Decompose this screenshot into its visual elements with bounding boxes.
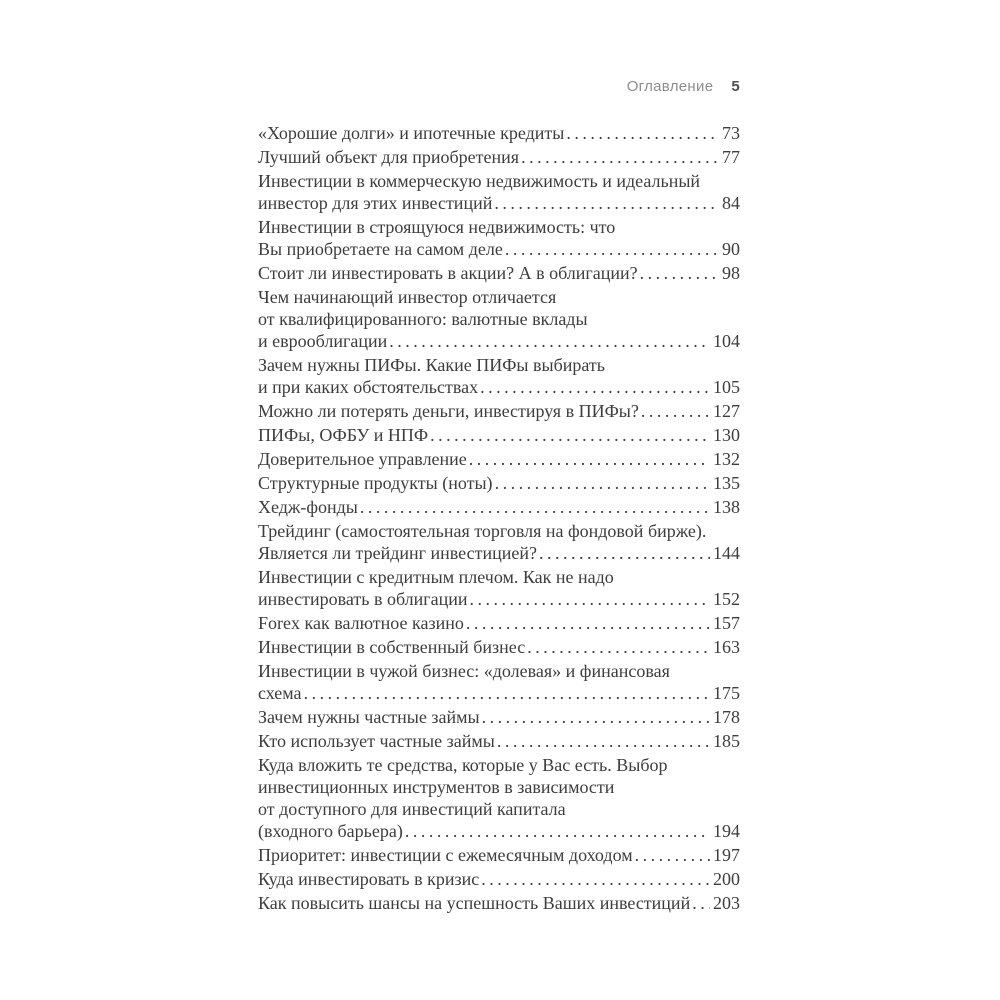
toc-entry-title-text: от доступного для инвестиций капитала	[258, 799, 566, 819]
toc-entry	[258, 612, 740, 634]
toc-entry	[258, 354, 740, 398]
toc-entry-title-text: и еврооблигации	[258, 331, 388, 351]
toc-entry	[258, 660, 740, 704]
toc-page-number: 84	[722, 193, 740, 213]
toc-entry-title-text: Forex как валютное казино	[258, 613, 464, 633]
toc-entry-line	[258, 566, 740, 588]
toc-entry-last-line	[258, 820, 740, 842]
toc-page-number: 104	[713, 331, 740, 351]
toc-entry-title-text: Куда вложить те средства, которые у Вас есть. Выбор	[258, 755, 668, 775]
toc-entry	[258, 424, 740, 446]
toc-entry	[258, 286, 740, 352]
running-header-section-label: Оглавление	[626, 78, 714, 95]
toc-entry-last-line	[258, 262, 740, 284]
toc-entry	[258, 868, 740, 890]
toc-entry-last-line	[258, 192, 740, 214]
toc-entry	[258, 566, 740, 610]
dot-leader	[466, 612, 710, 634]
toc-entry	[258, 262, 740, 284]
dot-leader	[495, 472, 710, 494]
toc-entry	[258, 892, 740, 914]
dot-leader	[635, 844, 710, 866]
toc-entry-line	[258, 520, 740, 542]
toc-entry	[258, 146, 740, 168]
toc-entry-last-line	[258, 424, 740, 446]
toc-entry-title-text: инвестировать в облигации	[258, 589, 468, 609]
dot-leader	[389, 330, 710, 352]
dot-leader	[430, 424, 710, 446]
toc-page-number: 185	[713, 731, 740, 751]
toc-entry-title-text: Зачем нужны ПИФы. Какие ПИФы выбирать	[258, 355, 606, 375]
toc-page-number: 194	[713, 821, 740, 841]
dot-leader	[494, 192, 719, 214]
toc-page-number: 135	[713, 473, 740, 493]
toc-entry-title-text: Инвестиции с кредитным плечом. Как не надо	[258, 567, 614, 587]
toc-entry-line	[258, 170, 740, 192]
toc-page-number: 98	[722, 263, 740, 283]
toc-entry-last-line	[258, 472, 740, 494]
toc-page-number: 175	[713, 683, 740, 703]
toc-entry-last-line	[258, 146, 740, 168]
toc-entry-title-text: Стоит ли инвестировать в акции? А в облигации?	[258, 263, 638, 283]
toc-entry-last-line	[258, 868, 740, 890]
dot-leader	[692, 892, 710, 914]
toc-page-number: 178	[713, 707, 740, 727]
running-header-page-number: 5	[731, 78, 740, 95]
toc-entry-last-line	[258, 496, 740, 518]
toc-entry-title-text: Инвестиции в строящуюся недвижимость: что	[258, 217, 616, 237]
dot-leader	[640, 262, 719, 284]
toc-page-number: 200	[713, 869, 740, 889]
dot-leader	[470, 588, 710, 610]
toc-entry	[258, 754, 740, 842]
dot-leader	[304, 682, 710, 704]
toc-page-number: 130	[713, 425, 740, 445]
toc-entry-title-text: Инвестиции в коммерческую недвижимость и идеальный	[258, 171, 701, 191]
toc-entry-title-text: Можно ли потерять деньги, инвестируя в ПИФы?	[258, 401, 639, 421]
toc-entry	[258, 706, 740, 728]
toc-entry-last-line	[258, 706, 740, 728]
toc-entry-title-text: Вы приобретаете на самом деле	[258, 239, 503, 259]
toc-page-number: 157	[713, 613, 740, 633]
dot-leader	[505, 238, 719, 260]
toc-entry-last-line	[258, 330, 740, 352]
toc-entry-title-text: (входного барьера)	[258, 821, 403, 841]
toc-entry-title-text: от квалифицированного: валютные вклады	[258, 309, 588, 329]
toc-entry-title-text: Трейдинг (самостоятельная торговля на фондовой бирже).	[258, 521, 707, 541]
toc-entry-title-text: Инвестиции в чужой бизнес: «долевая» и финансовая	[258, 661, 670, 681]
toc-entry-title-text: Зачем нужны частные займы	[258, 707, 480, 727]
toc-entry-title-text: инвестиционных инструментов в зависимости	[258, 777, 615, 797]
toc-page-number: 90	[722, 239, 740, 259]
toc-entry-last-line	[258, 636, 740, 658]
toc-entry	[258, 122, 740, 144]
toc-page-number: 132	[713, 449, 740, 469]
toc-entry-last-line	[258, 682, 740, 704]
toc-entry-line	[258, 754, 740, 776]
toc-page-number: 127	[713, 401, 740, 421]
dot-leader	[360, 496, 710, 518]
toc-entry	[258, 844, 740, 866]
toc-entry-line	[258, 308, 740, 330]
dot-leader	[497, 730, 710, 752]
toc-page-number: 105	[713, 377, 740, 397]
toc-entry-last-line	[258, 238, 740, 260]
toc-page-number: 163	[713, 637, 740, 657]
toc-page-number: 197	[713, 845, 740, 865]
toc-entry-line	[258, 776, 740, 798]
dot-leader	[641, 400, 710, 422]
toc-entry-title-text: инвестор для этих инвестиций	[258, 193, 493, 213]
toc-entry-title-text: Кто использует частные займы	[258, 731, 495, 751]
toc-entry-last-line	[258, 588, 740, 610]
toc-entry	[258, 216, 740, 260]
dot-leader	[405, 820, 710, 842]
dot-leader	[480, 376, 710, 398]
toc-page-number: 144	[713, 543, 740, 563]
dot-leader	[527, 636, 710, 658]
dot-leader	[521, 146, 719, 168]
toc-entry-title-text: Лучший объект для приобретения	[258, 147, 520, 167]
toc-entry-line	[258, 354, 740, 376]
toc-entry-last-line	[258, 730, 740, 752]
toc-entry	[258, 520, 740, 564]
toc-page-number: 138	[713, 497, 740, 517]
toc-entry-last-line	[258, 844, 740, 866]
toc-entry-line	[258, 660, 740, 682]
toc-entry-last-line	[258, 448, 740, 470]
toc-entry-title-text: схема	[258, 683, 302, 703]
toc-entry	[258, 496, 740, 518]
toc-entry	[258, 448, 740, 470]
toc-page-number: 73	[722, 123, 740, 143]
toc-entry-line	[258, 798, 740, 820]
toc-entry-title-text: Чем начинающий инвестор отличается	[258, 287, 557, 307]
toc-page-number: 203	[713, 893, 740, 913]
toc-entry-last-line	[258, 542, 740, 564]
toc-entry	[258, 472, 740, 494]
toc-entry-title-text: Является ли трейдинг инвестицией?	[258, 543, 537, 563]
dot-leader	[566, 122, 719, 144]
toc-entry-title-text: ПИФы, ОФБУ и НПФ	[258, 425, 429, 445]
toc-entry	[258, 400, 740, 422]
toc-entry	[258, 170, 740, 214]
toc-entry-line	[258, 216, 740, 238]
dot-leader	[469, 448, 710, 470]
toc-entry	[258, 730, 740, 752]
dot-leader	[539, 542, 710, 564]
running-header	[258, 79, 740, 94]
toc-entry-last-line	[258, 122, 740, 144]
toc-page-number: 152	[713, 589, 740, 609]
toc-entry-title-text: Инвестиции в собственный бизнес	[258, 637, 526, 657]
toc-entry-title-text: Структурные продукты (ноты)	[258, 473, 493, 493]
dot-leader	[481, 868, 710, 890]
toc-entry-last-line	[258, 612, 740, 634]
toc-entry-title-text: Приоритет: инвестиции с ежемесячным доходом	[258, 845, 633, 865]
toc-entry-title-text: и при каких обстоятельствах	[258, 377, 479, 397]
toc-entry-last-line	[258, 376, 740, 398]
toc-entry-last-line	[258, 400, 740, 422]
toc-entry	[258, 636, 740, 658]
toc-entry-title-text: Куда инвестировать в кризис	[258, 869, 480, 889]
dot-leader	[482, 706, 710, 728]
toc-entry-title-text: Как повысить шансы на успешность Ваших инвестиций	[258, 893, 691, 913]
toc-entry-line	[258, 286, 740, 308]
table-of-contents	[258, 122, 740, 916]
toc-entry-title-text: «Хорошие долги» и ипотечные кредиты	[258, 123, 565, 143]
toc-page-number: 77	[722, 147, 740, 167]
toc-entry-title-text: Хедж-фонды	[258, 497, 358, 517]
toc-entry-title-text: Доверительное управление	[258, 449, 467, 469]
toc-entry-last-line	[258, 892, 740, 914]
